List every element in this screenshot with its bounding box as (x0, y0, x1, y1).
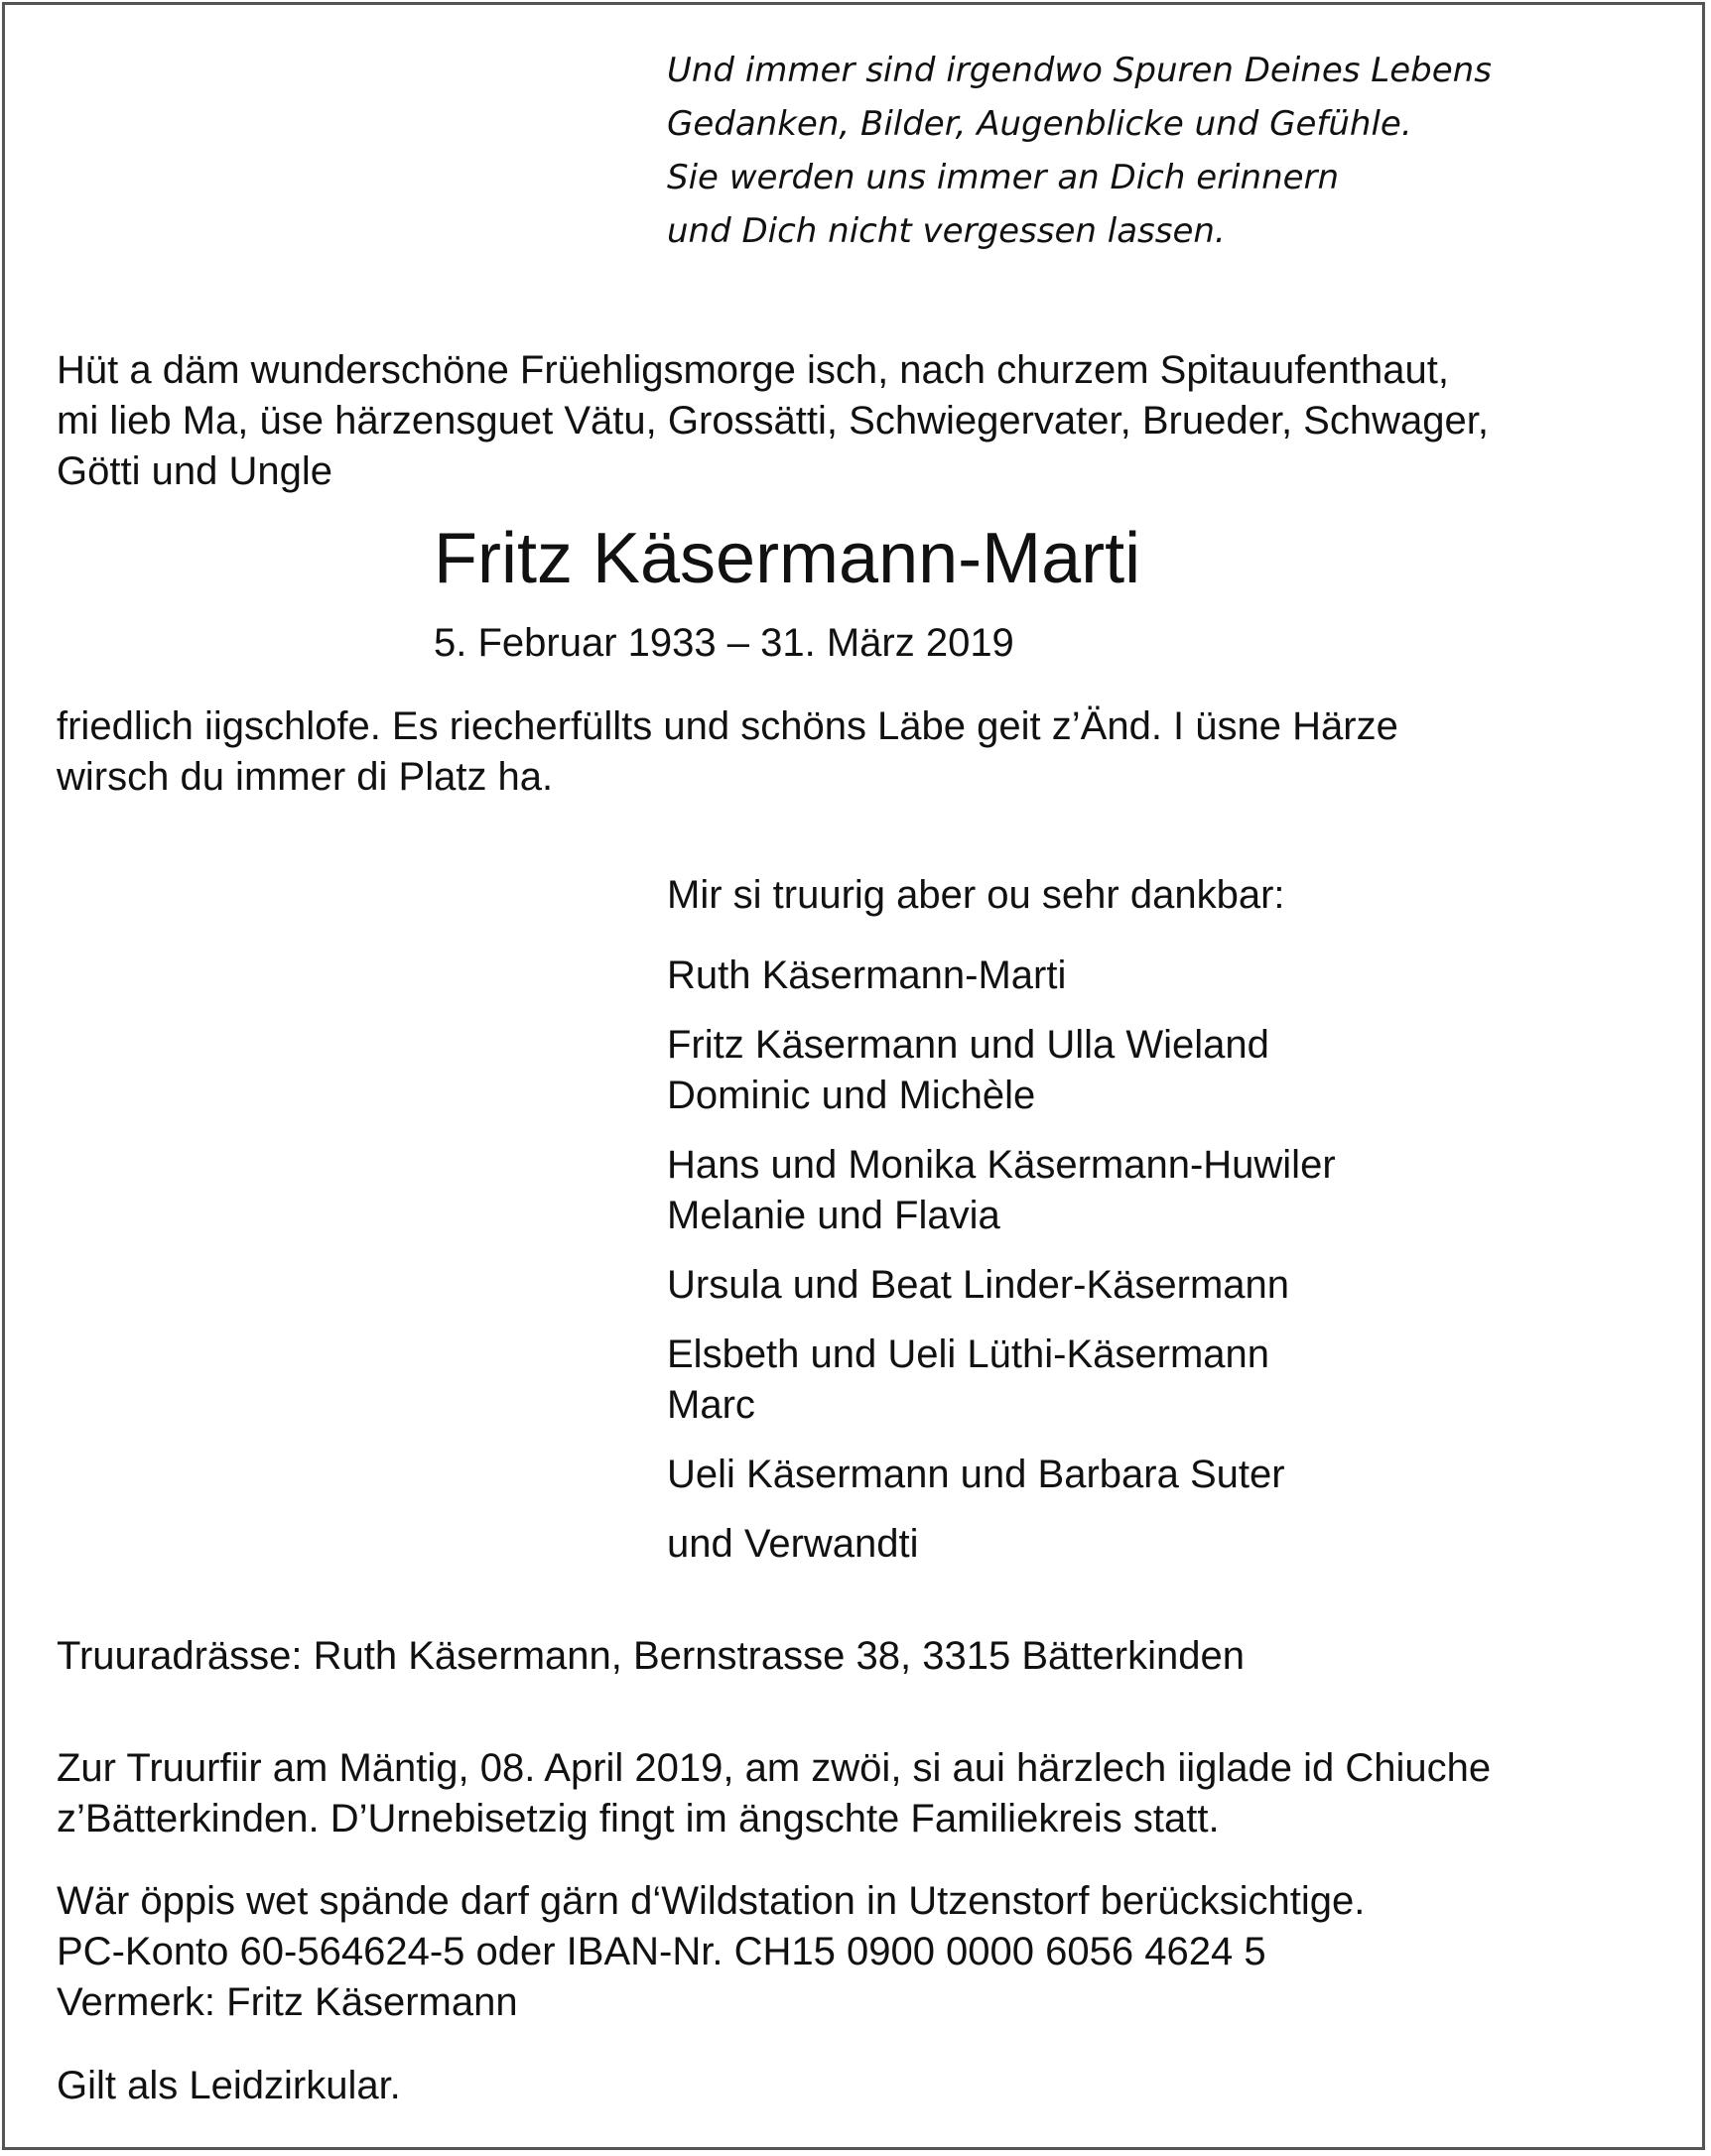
intro-line: mi lieb Ma, üse härzensguet Vätu, Grossätti, Schwiegervater, Brueder, Schwager, (57, 399, 1489, 443)
deceased-name: Fritz Käsermann-Marti (434, 519, 1141, 598)
donation-line: Vermerk: Fritz Käsermann (57, 1980, 518, 2024)
mourner-entry (667, 1140, 1336, 1241)
donation-line: PC-Konto 60-564624-5 oder IBAN-Nr. CH15 0900 0000 6056 4624 5 (57, 1930, 1266, 1973)
mourners-heading: Mir si truurig aber ou sehr dankbar: (667, 873, 1285, 917)
mourner-line: Ruth Käsermann-Marti (667, 953, 1067, 997)
intro-paragraph (57, 345, 1489, 497)
mourner-entry (667, 1519, 1336, 1570)
continuation-line: friedlich iigschlofe. Es riecherfüllts und schöns Läbe geit z’Änd. I üsne Härze (57, 704, 1398, 748)
funeral-line: z’Bätterkinden. D’Urnebisetzig fingt im ängschte Familiekreis statt. (57, 1797, 1220, 1840)
poem-line: Und immer sind irgendwo Spuren Deines Lebens (667, 51, 1492, 90)
poem-line: Gedanken, Bilder, Augenblicke und Gefühle. (667, 104, 1412, 144)
mourner-line: Elsbeth und Ueli Lüthi-Käsermann (667, 1332, 1270, 1376)
closing-note: Gilt als Leidzirkular. (57, 2064, 401, 2107)
continuation-paragraph (57, 701, 1398, 803)
intro-line: Götti und Ungle (57, 449, 332, 493)
mourner-entry (667, 1020, 1336, 1121)
continuation-line: wirsch du immer di Platz ha. (57, 755, 554, 799)
poem (667, 44, 1492, 258)
mourner-line: Melanie und Flavia (667, 1194, 1000, 1237)
life-dates: 5. Februar 1933 – 31. März 2019 (434, 621, 1014, 665)
donation-line: Wär öppis wet spände darf gärn d‘Wildstation in Utzenstorf berücksichtige. (57, 1879, 1366, 1923)
mourner-entry (667, 1450, 1336, 1500)
mourner-line: Hans und Monika Käsermann-Huwiler (667, 1143, 1336, 1187)
mourner-line: Dominic und Michèle (667, 1074, 1036, 1117)
poem-line: und Dich nicht vergessen lassen. (667, 211, 1226, 251)
mourning-address: Truuradrässe: Ruth Käsermann, Bernstrasse 38, 3315 Bätterkinden (57, 1634, 1245, 1678)
mourner-line: Fritz Käsermann und Ulla Wieland (667, 1023, 1269, 1067)
mourner-line: Ueli Käsermann und Barbara Suter (667, 1453, 1285, 1496)
mourner-line: Marc (667, 1383, 755, 1427)
intro-line: Hüt a däm wunderschöne Früehligsmorge isch, nach churzem Spitauufenthaut, (57, 348, 1449, 392)
mourner-entry (667, 1330, 1336, 1431)
mourner-entry (667, 951, 1336, 1001)
mourner-line: und Verwandti (667, 1522, 919, 1566)
poem-line: Sie werden uns immer an Dich erinnern (667, 158, 1340, 197)
mourner-entry (667, 1260, 1336, 1311)
funeral-line: Zur Truurfiir am Mäntig, 08. April 2019, am zwöi, si aui härzlech iiglade id Chiuche (57, 1746, 1492, 1790)
mourner-line: Ursula und Beat Linder-Käsermann (667, 1263, 1290, 1307)
donation-paragraph (57, 1876, 1365, 2028)
mourners-list (667, 951, 1336, 1588)
funeral-paragraph (57, 1743, 1491, 1844)
